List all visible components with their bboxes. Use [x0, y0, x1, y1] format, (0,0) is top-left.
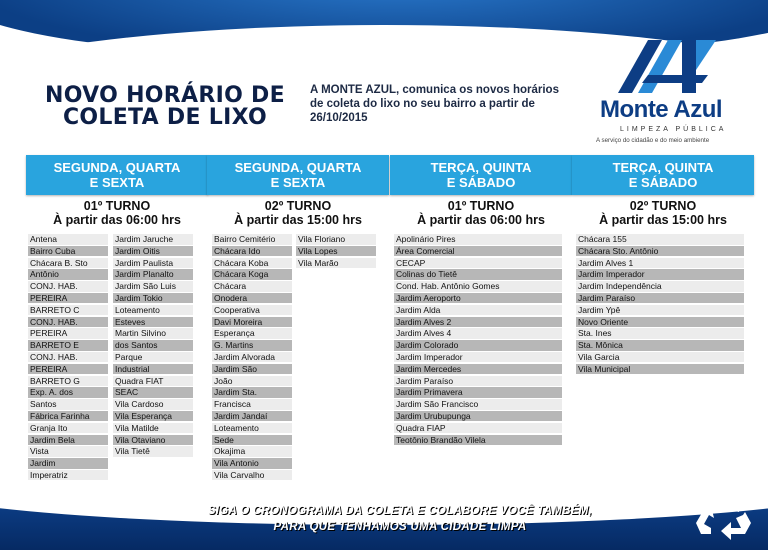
list-item: Exp. A. dos [28, 387, 108, 398]
list-item: Jardim Sta. [212, 387, 292, 398]
list-item: Sta. Ines [576, 328, 744, 339]
list-item: BARRETO E [28, 340, 108, 351]
days-line-2: E SÁBADO [446, 175, 516, 190]
days-line-1: TERÇA, QUINTA [430, 160, 532, 175]
list-item: Vila Esperança [113, 411, 193, 422]
slogan [120, 503, 680, 535]
days-line-1: SEGUNDA, QUARTA [53, 160, 181, 175]
schedule-column-2 [207, 155, 389, 227]
slogan-line-2: PARA QUE TENHAMOS UMA CIDADE LIMPA [273, 521, 527, 533]
list-item: Parque [113, 352, 193, 363]
list-item: Bairro Cuba [28, 246, 108, 257]
list-item: Jardim Alvorada [212, 352, 292, 363]
list-item: Jardim Independência [576, 281, 744, 292]
days-line-1: SEGUNDA, QUARTA [234, 160, 362, 175]
list-item: G. Martins [212, 340, 292, 351]
list-item: Chácara Koga [212, 269, 292, 280]
neighborhood-list [576, 234, 744, 376]
list-item: Cond. Hab. Antônio Gomes [394, 281, 562, 292]
list-item: CONJ. HAB. [28, 352, 108, 363]
schedule-column-1 [26, 155, 208, 227]
days-line-2: E SÁBADO [628, 175, 698, 190]
list-item: SEAC [113, 387, 193, 398]
days-line-1: TERÇA, QUINTA [612, 160, 714, 175]
neighborhood-list [28, 234, 108, 482]
list-item: Jardim Alves 1 [576, 258, 744, 269]
list-item: PEREIRA [28, 293, 108, 304]
list-item: Sede [212, 435, 292, 446]
list-item: Chácara B. Sto [28, 258, 108, 269]
list-item: Chácara Sto. Antônio [576, 246, 744, 257]
turno-label: 02º TURNO [264, 199, 332, 213]
list-item: Loteamento [212, 423, 292, 434]
column-header [26, 155, 208, 195]
turno-label: 02º TURNO [629, 199, 697, 213]
slogan-line-1: SIGA O CRONOGRAMA DA COLETA E COLABORE VOCÊ TAMBÉM, [207, 505, 593, 517]
list-item: Francisca [212, 399, 292, 410]
turno-label: 01º TURNO [83, 199, 151, 213]
list-item: Vila Marão [296, 258, 376, 269]
list-item: Jardim Oitis [113, 246, 193, 257]
list-item: Jardim Tokio [113, 293, 193, 304]
list-item: Jardim Imperador [576, 269, 744, 280]
list-item: Vila Garcia [576, 352, 744, 363]
neighborhood-list [296, 234, 376, 269]
list-item: Jardim Urubupunga [394, 411, 562, 422]
list-item: Jardim São Francisco [394, 399, 562, 410]
list-item: Martin Silvino [113, 328, 193, 339]
list-item: Vila Matilde [113, 423, 193, 434]
list-item: Vila Carvalho [212, 470, 292, 481]
logo-subtitle: LIMPEZA PÚBLICA [620, 126, 727, 133]
list-item: Industrial [113, 364, 193, 375]
neighborhood-list [394, 234, 562, 446]
list-item: Jardim Jaruche [113, 234, 193, 245]
list-item: Chácara Koba [212, 258, 292, 269]
logo-name: Monte Azul [600, 96, 723, 123]
list-item: Davi Moreira [212, 317, 292, 328]
start-time: À partir das 06:00 hrs [417, 213, 545, 227]
list-item: Jardim Alda [394, 305, 562, 316]
title-line-1: NOVO HORÁRIO DE [45, 83, 285, 108]
list-item: Vila Antonio [212, 458, 292, 469]
days-line-2: E SEXTA [89, 175, 145, 190]
column-header [390, 155, 572, 195]
neighborhood-list [113, 234, 193, 458]
list-item: Vila Lopes [296, 246, 376, 257]
list-item: Jardim Imperador [394, 352, 562, 363]
column-header [207, 155, 389, 195]
list-item: Loteamento [113, 305, 193, 316]
list-item: Chácara Ido [212, 246, 292, 257]
list-item: Jardim Alves 2 [394, 317, 562, 328]
list-item: Chácara 155 [576, 234, 744, 245]
list-item: Jardim São [212, 364, 292, 375]
list-item: Jardim Mercedes [394, 364, 562, 375]
list-item: CONJ. HAB. [28, 317, 108, 328]
recycle-icon [695, 482, 757, 540]
list-item: Sta. Mônica [576, 340, 744, 351]
list-item: Cooperativa [212, 305, 292, 316]
list-item: CECAP [394, 258, 562, 269]
title-line-2: COLETA DE LIXO [62, 105, 268, 130]
list-item: Vila Floriano [296, 234, 376, 245]
neighborhood-list [212, 234, 292, 482]
list-item: Quadra FIAT [113, 376, 193, 387]
list-item: Jardim Paraíso [394, 376, 562, 387]
list-item: Okajima [212, 446, 292, 457]
list-item: Santos [28, 399, 108, 410]
list-item: Jardim Bela [28, 435, 108, 446]
list-item: Área Comercial [394, 246, 562, 257]
turno-label: 01º TURNO [447, 199, 515, 213]
column-header [572, 155, 754, 195]
list-item: BARRETO C [28, 305, 108, 316]
list-item: Vila Otaviano [113, 435, 193, 446]
list-item: Apolinário Pires [394, 234, 562, 245]
list-item: Fábrica Farinha [28, 411, 108, 422]
list-item: João [212, 376, 292, 387]
list-item: Onodera [212, 293, 292, 304]
list-item: Vila Tietê [113, 446, 193, 457]
list-item: Colinas do Tietê [394, 269, 562, 280]
list-item: PEREIRA [28, 364, 108, 375]
list-item: Jardim São Luis [113, 281, 193, 292]
start-time: À partir das 15:00 hrs [234, 213, 362, 227]
list-item: Esteves [113, 317, 193, 328]
list-item: Bairro Cemitério [212, 234, 292, 245]
schedule-column-4 [572, 155, 754, 227]
list-item: Vista [28, 446, 108, 457]
list-item: Imperatriz [28, 470, 108, 481]
list-item: Vila Municipal [576, 364, 744, 375]
list-item: Jardim Paulista [113, 258, 193, 269]
days-line-2: E SEXTA [270, 175, 326, 190]
list-item: PEREIRA [28, 328, 108, 339]
list-item: Jardim Jandaí [212, 411, 292, 422]
list-item: Jardim Planalto [113, 269, 193, 280]
list-item: Antônio [28, 269, 108, 280]
list-item: Jardim Alves 4 [394, 328, 562, 339]
list-item: BARRETO G [28, 376, 108, 387]
list-item: Jardim Primavera [394, 387, 562, 398]
logo-tagline: A serviço do cidadão e do meio ambiente [596, 137, 710, 144]
list-item: Granja Ito [28, 423, 108, 434]
start-time: À partir das 15:00 hrs [599, 213, 727, 227]
list-item: Esperança [212, 328, 292, 339]
list-item: dos Santos [113, 340, 193, 351]
list-item: Jardim Ypê [576, 305, 744, 316]
list-item: Antena [28, 234, 108, 245]
announcement-text: A MONTE AZUL, comunica os novos horários de coleta do lixo no seu bairro a partir de 26/10/2015 [310, 84, 559, 124]
list-item: Quadra FIAP [394, 423, 562, 434]
start-time: À partir das 06:00 hrs [53, 213, 181, 227]
list-item: Teotônio Brandão Vilela [394, 435, 562, 446]
list-item: Vila Cardoso [113, 399, 193, 410]
schedule-column-3 [390, 155, 572, 227]
list-item: Jardim [28, 458, 108, 469]
list-item: Jardim Colorado [394, 340, 562, 351]
list-item: Novo Oriente [576, 317, 744, 328]
page-title [30, 85, 300, 129]
list-item: Chácara [212, 281, 292, 292]
list-item: Jardim Aeroporto [394, 293, 562, 304]
list-item: CONJ. HAB. [28, 281, 108, 292]
list-item: Jardim Paraíso [576, 293, 744, 304]
